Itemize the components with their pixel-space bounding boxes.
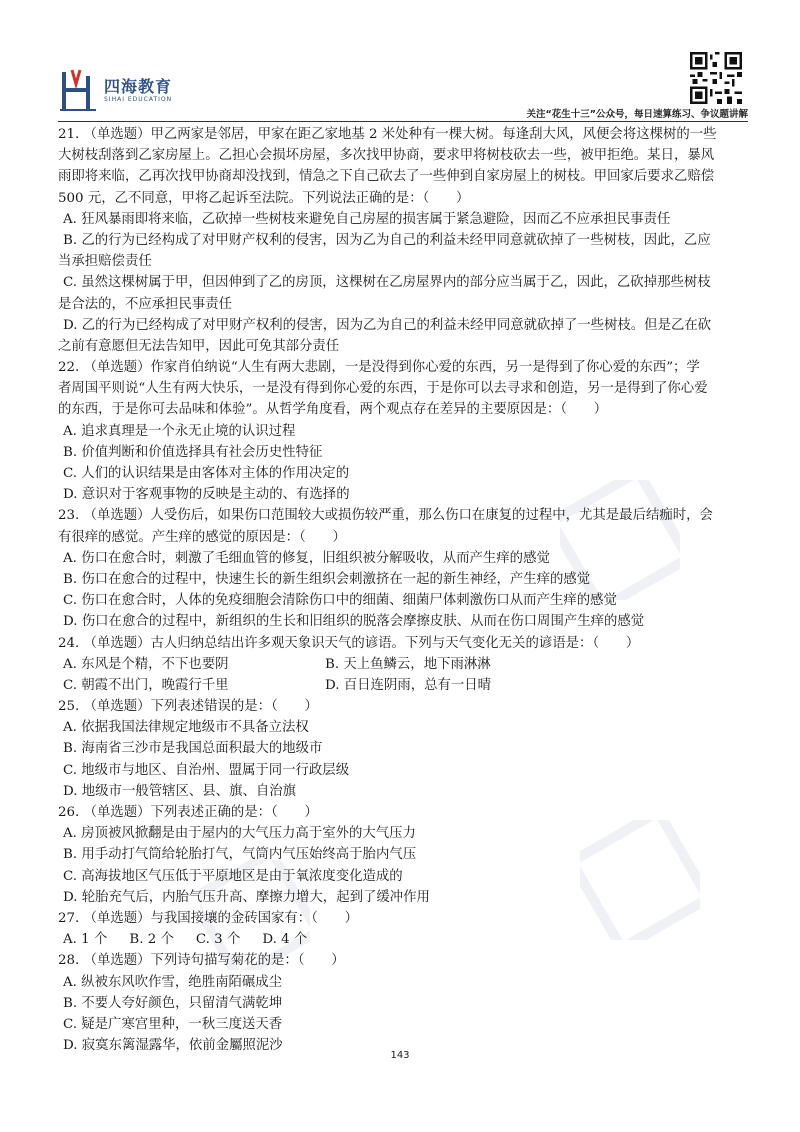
option-c: C. 伤口在愈合时，人体的免疫细胞会清除伤口中的细菌、细菌尸体刺激伤口从而产生痒的感觉: [63, 593, 617, 609]
option-a: A. 东风是个精，不下也要阴: [63, 656, 229, 672]
option-b: B. 2 个: [129, 932, 174, 948]
option-d: D. 地级市一般管辖区、县、旗、自治旗: [63, 783, 297, 799]
question-27: [58, 908, 748, 950]
option-a: A. 追求真理是一个永无止境的认识过程: [63, 423, 296, 439]
option-d: D. 寂寞东篱湿露华，依前金屬照泥沙: [63, 1038, 283, 1054]
question-stem-line: 23. （单选题）人受伤后，如果伤口范围较大或损伤较严重，那么伤口在康复的过程中，尤其是最后结痂时，会: [58, 508, 713, 524]
option-c: C. 人们的认识结果是由客体对主体的作用决定的: [63, 466, 350, 481]
question-stem-line: 27. （单选题）与我国接壤的金砖国家有：（ ）: [58, 910, 359, 926]
question-stem-line: 22. （单选题）作家肖伯纳说“人生有两大悲剧，一是没得到你心爱的东西，另一是得到了你心爱的东西”；学: [58, 360, 700, 376]
question-stem-line: 者周国平则说“人生有两大快乐，一是没有得到你心爱的东西，于是你可以去寻求和创造，另一是得到了你心爱: [58, 381, 708, 397]
header-tagline: 关注“花生十三”公众号，每日速算练习、争议题讲解: [526, 109, 748, 120]
option-b: B. 价值判断和价值选择具有社会历史性特征: [63, 444, 323, 460]
option-b-continued: 当承担赔偿责任: [58, 254, 152, 270]
option-a: A. 房顶被风掀翻是由于屋内的大气压力高于室外的大气压力: [63, 826, 416, 842]
option-c: C. 地级市与地区、自治州、盟属于同一行政层级: [63, 762, 350, 778]
question-stem-line: 24. （单选题）古人归纳总结出许多观天象识天气的谚语。下列与天气变化无关的谚语是：（ ）: [58, 635, 640, 651]
option-d: D. 轮胎充气后，内胎气压升高、摩擦力增大，起到了缓冲作用: [63, 889, 430, 905]
question-list: [58, 124, 748, 1056]
option-a: A. 伤口在愈合时，刺激了毛细血管的修复，旧组织被分解吸收，从而产生痒的感觉: [63, 550, 550, 566]
option-a: A. 狂风暴雨即将来临，乙砍掉一些树枝来避免自己房屋的损害属于紧急避险，因而乙不应承担民事责任: [63, 211, 671, 227]
question-stem-line: 大树枝刮落到乙家房屋上。乙担心会损坏房屋，多次找甲协商，要求甲将树枝砍去一些，被甲拒绝。某日，暴风: [58, 148, 715, 164]
option-b: B. 不要人夸好颜色，只留清气满乾坤: [63, 995, 283, 1011]
logo-text-cn: 四海教育: [104, 77, 173, 96]
question-26: [58, 802, 748, 908]
option-b: B. 乙的行为已经构成了对甲财产权利的侵害，因为乙为自己的利益未经甲同意就砍掉了一些树枝，因此，乙应: [63, 232, 711, 248]
question-stem-line: 的东西，于是你可去品味和体验”。从哲学角度看，两个观点存在差异的主要原因是：（ ）: [58, 402, 608, 418]
page-number: 143: [390, 1050, 410, 1061]
question-stem-line: 500 元，乙不同意，甲将乙起诉至法院。下列说法正确的是：（ ）: [58, 190, 470, 206]
option-d-continued: 之前有意愿但无法告知甲，因此可免其部分责任: [58, 338, 340, 354]
option-c: C. 虽然这棵树属于甲，但因伸到了乙的房顶，这棵树在乙房屋界内的部分应当属于乙，因此，乙砍掉那些树枝: [63, 275, 711, 291]
page-header: [58, 52, 748, 118]
qr-code-icon: [690, 52, 742, 104]
question-stem-line: 25. （单选题）下列表述错误的是：（ ）: [58, 699, 318, 715]
logo-text-en: SIHAI EDUCATION: [104, 96, 173, 103]
brand-logo: [58, 66, 198, 114]
option-c: C. 3 个: [195, 932, 241, 948]
question-22: [58, 357, 748, 505]
option-row: [58, 929, 748, 950]
option-b: B. 海南省三沙市是我国总面积最大的地级市: [63, 741, 323, 757]
option-b: B. 用手动打气筒给轮胎打气，气筒内气压始终高于胎内气压: [63, 847, 417, 863]
option-a: A. 1 个: [63, 932, 108, 948]
option-d: D. 乙的行为已经构成了对甲财产权利的侵害，因为乙为自己的利益未经甲同意就砍掉了一些树枝。但是乙在砍: [63, 317, 712, 333]
option-b: B. 天上鱼鳞云，地下雨淋淋: [325, 656, 491, 672]
option-row: [58, 654, 748, 675]
question-stem-line: 28. （单选题）下列诗句描写菊花的是：（ ）: [58, 953, 345, 969]
logo-mark-icon: [58, 66, 100, 114]
question-23: [58, 505, 748, 632]
question-stem-line: 有很痒的感觉。产生痒的感觉的原因是：（ ）: [58, 529, 346, 545]
option-d: D. 4 个: [262, 932, 308, 948]
question-21: [58, 124, 748, 357]
question-25: [58, 696, 748, 802]
header-divider: [58, 121, 748, 122]
question-stem-line: 21. （单选题）甲乙两家是邻居，甲家在距乙家地基 2 米处种有一棵大树。每逢刮大风，风便会将这棵树的一些: [58, 127, 717, 142]
option-c-continued: 是合法的，不应承担民事责任: [58, 296, 233, 312]
option-row: [58, 675, 748, 696]
option-a: A. 依据我国法律规定地级市不具备立法权: [63, 720, 309, 736]
question-24: [58, 633, 748, 697]
option-d: D. 百日连阴雨，总有一日晴: [325, 677, 492, 693]
question-stem-line: 26. （单选题）下列表述正确的是：（ ）: [58, 805, 318, 820]
question-stem-line: 雨即将来临，乙再次找甲协商却没找到，情急之下自己砍去了一些伸到自家房屋上的树枝。甲回家后要求乙赔偿: [58, 169, 715, 185]
option-c: C. 朝霞不出门，晚霞行千里: [63, 677, 229, 693]
option-b: B. 伤口在愈合的过程中，快速生长的新生组织会刺激挤在一起的新生神经，产生痒的感觉: [63, 571, 591, 587]
option-d: D. 伤口在愈合的过程中，新组织的生长和旧组织的脱落会摩擦皮肤、从而在伤口周围产生痒的感觉: [63, 614, 645, 630]
option-c: C. 高海拔地区气压低于平原地区是由于氧浓度变化造成的: [63, 868, 403, 884]
question-28: [58, 950, 748, 1056]
option-d: D. 意识对于客观事物的反映是主动的、有选择的: [63, 487, 350, 503]
option-c: C. 疑是广寒宫里种，一秋三度送天香: [63, 1016, 283, 1032]
option-a: A. 纵被东风吹作雪，绝胜南陌碾成尘: [63, 974, 283, 990]
